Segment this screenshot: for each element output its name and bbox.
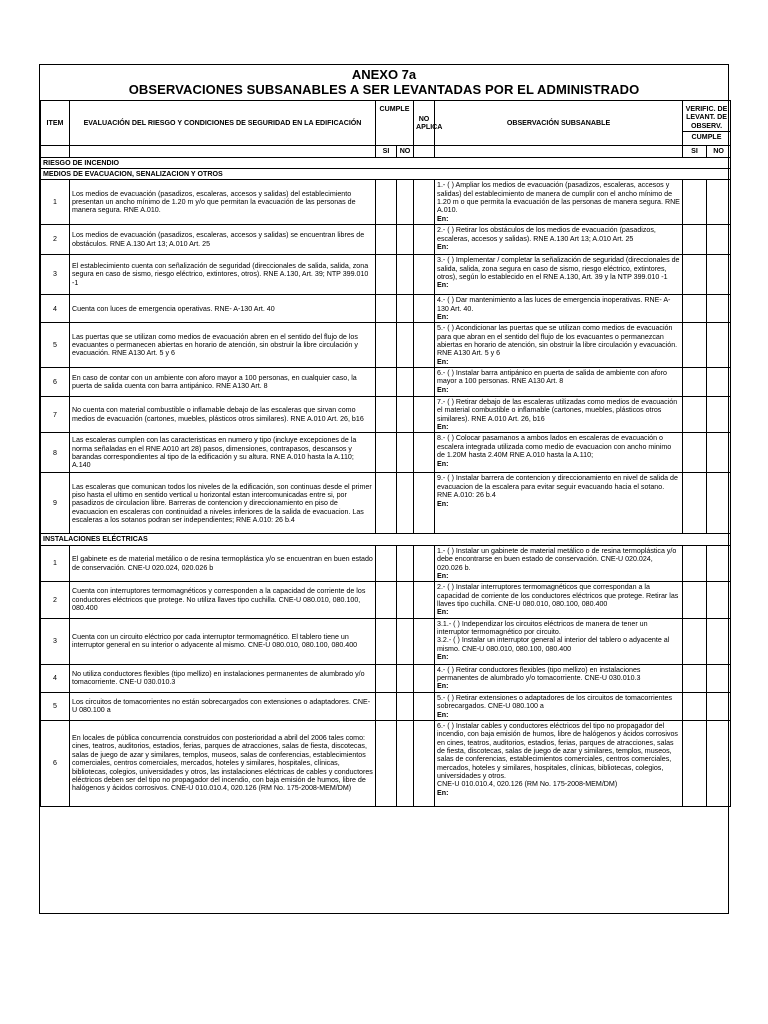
cumple-si-cell[interactable]	[376, 255, 397, 295]
verific-si-cell[interactable]	[683, 225, 707, 255]
cumple-si-cell[interactable]	[376, 618, 397, 664]
table-row	[41, 255, 731, 295]
table-row	[41, 323, 731, 368]
observation-cell	[435, 225, 683, 255]
annex-subtitle: OBSERVACIONES SUBSANABLES A SER LEVANTADAS POR EL ADMINISTRADO	[128, 82, 640, 97]
verific-no-cell[interactable]	[707, 473, 731, 534]
en-label: En:	[437, 571, 449, 580]
observation-text: CNE-U 010.010.4, 020.126 (RM No. 175-2008-MEM/DM)	[437, 780, 618, 789]
table-row	[41, 473, 731, 534]
no-aplica-cell[interactable]	[414, 545, 435, 581]
observation-cell	[435, 368, 683, 397]
verific-no-cell[interactable]	[707, 397, 731, 433]
table-row	[41, 618, 731, 664]
header-no-2: NO	[707, 146, 731, 158]
no-aplica-cell[interactable]	[414, 225, 435, 255]
cumple-no-cell[interactable]	[397, 295, 414, 323]
item-number: 3	[41, 618, 70, 664]
evaluation-text: Las puertas que se utilizan como medios de evacuación abren en el sentido del flujo de los evacuantes o permanecen abiertas en horario de atención, sin obstruir la libre circulación y evacuación. RNE A130 Art. 5 y 6	[70, 323, 376, 368]
table-row	[41, 433, 731, 473]
cumple-no-cell[interactable]	[397, 664, 414, 692]
cumple-no-cell[interactable]	[397, 180, 414, 225]
observation-cell	[435, 323, 683, 368]
en-label: En:	[437, 682, 449, 691]
evaluation-text: Cuenta con interruptores termomagnéticos y corresponden a la capacidad de corriente de los conductores eléctricos que protege. No utiliza llaves tipo cuchilla. CNE-U 080.010, 080.100, 080.400	[70, 582, 376, 618]
cumple-si-cell[interactable]	[376, 720, 397, 806]
item-number: 5	[41, 692, 70, 720]
table-row	[41, 692, 731, 720]
observation-cell	[435, 433, 683, 473]
en-label: En:	[437, 214, 449, 223]
no-aplica-cell[interactable]	[414, 323, 435, 368]
cumple-no-cell[interactable]	[397, 255, 414, 295]
item-number: 2	[41, 225, 70, 255]
header-no-aplica: NO APLICA	[414, 101, 435, 146]
observation-cell	[435, 473, 683, 534]
observation-text: 4.- ( ) Dar mantenimiento a las luces de emergencia inoperativas. RNE- A-130 Art. 40.	[437, 296, 671, 313]
table-row	[41, 545, 731, 581]
item-number: 6	[41, 720, 70, 806]
item-number: 1	[41, 545, 70, 581]
observation-text: 2.- ( ) Retirar los obstáculos de los medios de evacuación (pasadizos, escaleras, accesos y salidas). RNE A.130 Art 13; A.010 Art. 25	[437, 226, 656, 243]
riesgo-heading: RIESGO DE INCENDIO	[41, 158, 731, 169]
no-aplica-cell[interactable]	[414, 473, 435, 534]
observation-cell	[435, 255, 683, 295]
en-label: En:	[437, 653, 449, 662]
verific-si-cell[interactable]	[683, 545, 707, 581]
item-number: 1	[41, 180, 70, 225]
verific-no-cell[interactable]	[707, 295, 731, 323]
verific-si-cell[interactable]	[683, 397, 707, 433]
verific-no-cell[interactable]	[707, 255, 731, 295]
verific-si-cell[interactable]	[683, 664, 707, 692]
no-aplica-cell[interactable]	[414, 618, 435, 664]
en-label: En:	[437, 281, 449, 290]
evaluation-text: Cuenta con un circuito eléctrico por cada interruptor termomagnético. El tablero tiene un interruptor general en su interior o adyacente al mismo. CNE-U 080.010, 080.100, 080.400	[70, 618, 376, 664]
cumple-si-cell[interactable]	[376, 692, 397, 720]
verific-no-cell[interactable]	[707, 180, 731, 225]
item-number: 6	[41, 368, 70, 397]
header-cumple-2: CUMPLE	[691, 132, 722, 141]
evaluation-text: En locales de pública concurrencia construidos con posterioridad a abril del 2006 tales como: cines, teatros, auditorios, estadios, ferias, parques de atracciones, salas de fiesta, discotecas, salas de juego de azar y similares, templos, museos, salas de conferencias, establecimientos comerciales, centros comerciales, mercados, hoteles y similares, hospitales, clínicas, bibliotecas, colegios, universidades y otros, las instalaciones eléctricas de cables y conductores eléctricos deben ser del tipo no propagador del incendio, con baja emisión de humos, libre de halógenos y ácidos corrosivos. CNE-U 010.010.4, 020.126 (RM No. 175-2008-MEM/DM)	[70, 720, 376, 806]
cumple-no-cell[interactable]	[397, 323, 414, 368]
cumple-si-cell[interactable]	[376, 473, 397, 534]
observation-cell	[435, 397, 683, 433]
cumple-si-cell[interactable]	[376, 664, 397, 692]
observation-text: 2.- ( ) Instalar interruptores termomagnéticos que correspondan a la capacidad de corriente de los conductores eléctricos que protege. Retirar las llaves tipo cuchilla. CNE-U 080.010, 080.100, 080.400	[437, 583, 679, 608]
evaluation-text: No cuenta con material combustible o inflamable debajo de las escaleras que sirvan como medios de evacuación (cartones, muebles, plásticos otros similares). RNE A.010 Art. 26, b16	[70, 397, 376, 433]
evaluation-text: El establecimiento cuenta con señalización de seguridad (direccionales de salida, salida, zona segura en caso de sismo, riesgo eléctrico, extintores, otros). RNE A.130, Art. 39; NTP 399.010 -1	[70, 255, 376, 295]
item-number: 8	[41, 433, 70, 473]
item-number: 7	[41, 397, 70, 433]
annex-title: ANEXO 7a	[351, 67, 417, 82]
cumple-no-cell[interactable]	[397, 545, 414, 581]
section-heading: MEDIOS DE EVACUACION, SENALIZACION Y OTROS	[41, 169, 731, 180]
evaluation-text: Las escaleras que comunican todos los niveles de la edificación, son continuas desde el primer piso hasta el ultimo en sentido vertical u horizontal estan intercomunicadas entre si, por pasadizos de circulacion libre. Barreras de contencion y direccionamiento en piso de evacuacion en escaleras con continuidad a niveles inferiores de la salida de evacuacion. Las escaleras a los sotanos podran ser independientes; RNE A.010: 26 b.4	[70, 473, 376, 534]
verific-si-cell[interactable]	[683, 180, 707, 225]
evaluation-text: Las escaleras cumplen con las caracteristicas en numero y tipo (incluye excepciones de la norma señaladas en el RNE A010 art 28) pasos, dimensiones, contrapasos, descansos y barandas correspondientes al tipo de la edificación y su altura. RNE A.010 hasta la A.110; A.140	[70, 433, 376, 473]
verific-si-cell[interactable]	[683, 368, 707, 397]
evaluation-text: Los circuitos de tomacorrientes no están sobrecargados con extensiones o adaptadores. CNE-U 080.100 a	[70, 692, 376, 720]
header-no: NO	[397, 146, 414, 158]
no-aplica-cell[interactable]	[414, 692, 435, 720]
en-label: En:	[437, 499, 449, 508]
no-aplica-cell[interactable]	[414, 295, 435, 323]
no-aplica-cell[interactable]	[414, 368, 435, 397]
verific-no-cell[interactable]	[707, 433, 731, 473]
header-observacion: OBSERVACIÓN SUBSANABLE	[435, 101, 683, 146]
observation-text: 3.1.- ( ) Independizar los circuitos eléctricos de manera de tener un interruptor termomagnético por circuito.	[437, 619, 648, 637]
verific-si-cell[interactable]	[683, 473, 707, 534]
cumple-no-cell[interactable]	[397, 582, 414, 618]
verific-si-cell[interactable]	[683, 323, 707, 368]
cumple-no-cell[interactable]	[397, 397, 414, 433]
verific-no-cell[interactable]	[707, 225, 731, 255]
cumple-no-cell[interactable]	[397, 433, 414, 473]
cumple-si-cell[interactable]	[376, 225, 397, 255]
no-aplica-cell[interactable]	[414, 664, 435, 692]
verific-si-cell[interactable]	[683, 692, 707, 720]
verific-no-cell[interactable]	[707, 692, 731, 720]
observations-table	[40, 100, 731, 807]
observation-cell	[435, 582, 683, 618]
cumple-si-cell[interactable]	[376, 397, 397, 433]
cumple-si-cell[interactable]	[376, 582, 397, 618]
verific-si-cell[interactable]	[683, 255, 707, 295]
en-label: En:	[437, 608, 449, 617]
verific-no-cell[interactable]	[707, 618, 731, 664]
header-si-2: SI	[683, 146, 707, 158]
verific-no-cell[interactable]	[707, 323, 731, 368]
verific-no-cell[interactable]	[707, 368, 731, 397]
en-label: En:	[437, 385, 449, 394]
cumple-si-cell[interactable]	[376, 180, 397, 225]
en-label: En:	[437, 312, 449, 321]
no-aplica-cell[interactable]	[414, 582, 435, 618]
cumple-si-cell[interactable]	[376, 368, 397, 397]
observation-text: 1.- ( ) Ampliar los medios de evacuación (pasadizos, escaleras, accesos y salidas) del establecimiento de manera de cumplir con el ancho mínimo de 1.20 m o que permita la evacuación de las personas de manera segura. RNE A.010.	[437, 181, 680, 215]
en-label: En:	[437, 357, 449, 366]
verific-no-cell[interactable]	[707, 664, 731, 692]
cumple-no-cell[interactable]	[397, 720, 414, 806]
table-row	[41, 664, 731, 692]
item-number: 4	[41, 664, 70, 692]
observation-text: 8.- ( ) Colocar pasamanos a ambos lados en escaleras de evacuación o escalera integrada utilizada como medio de evacuacion con ancho minimo de 1.20M hasta 2.40M RNE A.010 hasta la A.110;	[437, 434, 672, 460]
no-aplica-cell[interactable]	[414, 433, 435, 473]
cumple-si-cell[interactable]	[376, 295, 397, 323]
item-number: 2	[41, 582, 70, 618]
verific-si-cell[interactable]	[683, 582, 707, 618]
observation-cell	[435, 664, 683, 692]
cumple-no-cell[interactable]	[397, 368, 414, 397]
observation-text: 7.- ( ) Retirar debajo de las escaleras utilizadas como medios de evacuación el material combustible o inflamable (cartones, muebles, plásticos otros similares). RNE A.010 Art. 26, b16	[437, 398, 678, 423]
header-evaluacion: EVALUACIÓN DEL RIESGO Y CONDICIONES DE SEGURIDAD EN LA EDIFICACIÓN	[70, 101, 376, 146]
en-label: En:	[437, 459, 449, 468]
no-aplica-cell[interactable]	[414, 255, 435, 295]
cumple-si-cell[interactable]	[376, 433, 397, 473]
cumple-si-cell[interactable]	[376, 545, 397, 581]
en-label: En:	[437, 788, 449, 797]
evaluation-text: Cuenta con luces de emergencia operativas. RNE- A-130 Art. 40	[70, 295, 376, 323]
verific-no-cell[interactable]	[707, 720, 731, 806]
evaluation-text: Los medios de evacuación (pasadizos, escaleras, accesos y salidas) se encuentran libres de obstáculos. RNE A.130 Art 13; A.010 Art. 25	[70, 225, 376, 255]
en-label: En:	[437, 423, 449, 432]
item-number: 9	[41, 473, 70, 534]
observation-cell	[435, 720, 683, 806]
item-number: 4	[41, 295, 70, 323]
header-item: ITEM	[41, 101, 70, 146]
table-row	[41, 180, 731, 225]
item-number: 3	[41, 255, 70, 295]
table-row	[41, 720, 731, 806]
header-si: SI	[376, 146, 397, 158]
cumple-no-cell[interactable]	[397, 473, 414, 534]
observation-text: 5.- ( ) Acondicionar las puertas que se utilizan como medios de evacuación para que abran en el sentido del flujo de los evacuantes o permanezcan abiertas en horario de atención, sin obstruir la libre circulación y evacuación. RNE A130 Art. 5 y 6	[437, 324, 678, 358]
no-aplica-cell[interactable]	[414, 180, 435, 225]
verific-si-cell[interactable]	[683, 295, 707, 323]
section-heading: INSTALACIONES ELÉCTRICAS	[41, 534, 731, 545]
observation-text: 1.- ( ) Instalar un gabinete de material metálico o de resina termoplástica y/o debe encontrarse en buen estado de conservación. CNE-U 020.024, 020.026 b.	[437, 546, 677, 572]
observation-cell	[435, 180, 683, 225]
observation-cell	[435, 295, 683, 323]
observation-text: 6.- ( ) Instalar barra antipánico en puerta de salida de ambiente con aforo mayor a 100 personas. RNE A130 Art. 8	[437, 369, 667, 386]
table-body	[41, 158, 731, 807]
observation-text: 3.- ( ) Implementar / completar la señalización de seguridad (direccionales de salida, salida, zona segura en caso de sismo, riesgo eléctrico, extintores, otros), según lo establecido en el RNE A.130, Art. 39 y la NTP 399.010 -1	[437, 256, 680, 281]
item-number: 5	[41, 323, 70, 368]
en-label: En:	[437, 710, 449, 719]
cumple-si-cell[interactable]	[376, 323, 397, 368]
cumple-no-cell[interactable]	[397, 618, 414, 664]
observation-cell	[435, 545, 683, 581]
no-aplica-cell[interactable]	[414, 397, 435, 433]
verific-no-cell[interactable]	[707, 545, 731, 581]
observation-cell	[435, 692, 683, 720]
observation-text: 9.- ( ) Instalar barrera de contencion y direccionamiento en nivel de salida de evacuacion de la escalera para evitar seguir evacuando hacia el sotano. RNE A.010: 26 b.4	[437, 474, 678, 500]
evaluation-text: El gabinete es de material metálico o de resina termoplástica y/o se encuentran en buen estado de conservación. CNE-U 020.024, 020.026 b	[70, 545, 376, 581]
verific-si-cell[interactable]	[683, 720, 707, 806]
header-verific: VERIFIC. DE LEVANT. DE OBSERV.	[683, 104, 730, 132]
observation-cell	[435, 618, 683, 664]
verific-no-cell[interactable]	[707, 582, 731, 618]
observation-text: 4.- ( ) Retirar conductores flexibles (tipo mellizo) en instalaciones permanentes de alumbrado y/o tomacorriente. CNE-U 030.010.3	[437, 665, 641, 683]
cumple-no-cell[interactable]	[397, 692, 414, 720]
observation-text: 6.- ( ) Instalar cables y conductores eléctricos del tipo no propagador del incendio, con baja emisión de humos, libre de halógenos y ácidos corrosivos en cines, teatros, auditorios, estadios, ferias, parques de atracciones, salas de fiesta, discotecas, salas de juego de azar y similares, templos, museos, salas de conferencias, establecimientos comerciales, centros comerciales, mercados, hoteles y similares, hospitales, clínicas, bibliotecas, colegios, universidades y otros.	[437, 721, 678, 781]
verific-si-cell[interactable]	[683, 433, 707, 473]
en-label: En:	[437, 242, 449, 251]
evaluation-text: No utiliza conductores flexibles (tipo mellizo) en instalaciones permanentes de alumbrado y/o tomacorriente. CNE-U 030.010.3	[70, 664, 376, 692]
table-row	[41, 225, 731, 255]
table-row	[41, 582, 731, 618]
evaluation-text: Los medios de evacuación (pasadizos, escaleras, accesos y salidas) del establecimiento presentan un ancho mínimo de 1.20 m y/o que permitan la evacuación de las personas de manera segura. RNE A.010.	[70, 180, 376, 225]
evaluation-text: En caso de contar con un ambiente con aforo mayor a 100 personas, en cualquier caso, la puerta de salida cuenta con barra antipánico. RNE A130 Art. 8	[70, 368, 376, 397]
table-row	[41, 368, 731, 397]
annex-sheet	[39, 64, 729, 914]
table-row	[41, 295, 731, 323]
table-row	[41, 397, 731, 433]
no-aplica-cell[interactable]	[414, 720, 435, 806]
header-cumple: CUMPLE	[376, 101, 414, 146]
observation-text: 3.2.- ( ) Instalar un interruptor general al interior del tablero o adyacente al mismo. CNE-U 080.010, 080.100, 080.400	[437, 636, 670, 653]
cumple-no-cell[interactable]	[397, 225, 414, 255]
verific-si-cell[interactable]	[683, 618, 707, 664]
observation-text: 5.- ( ) Retirar extensiones o adaptadores de los circuitos de tomacorrientes sobrecargados. CNE-U 080.100 a	[437, 693, 673, 711]
